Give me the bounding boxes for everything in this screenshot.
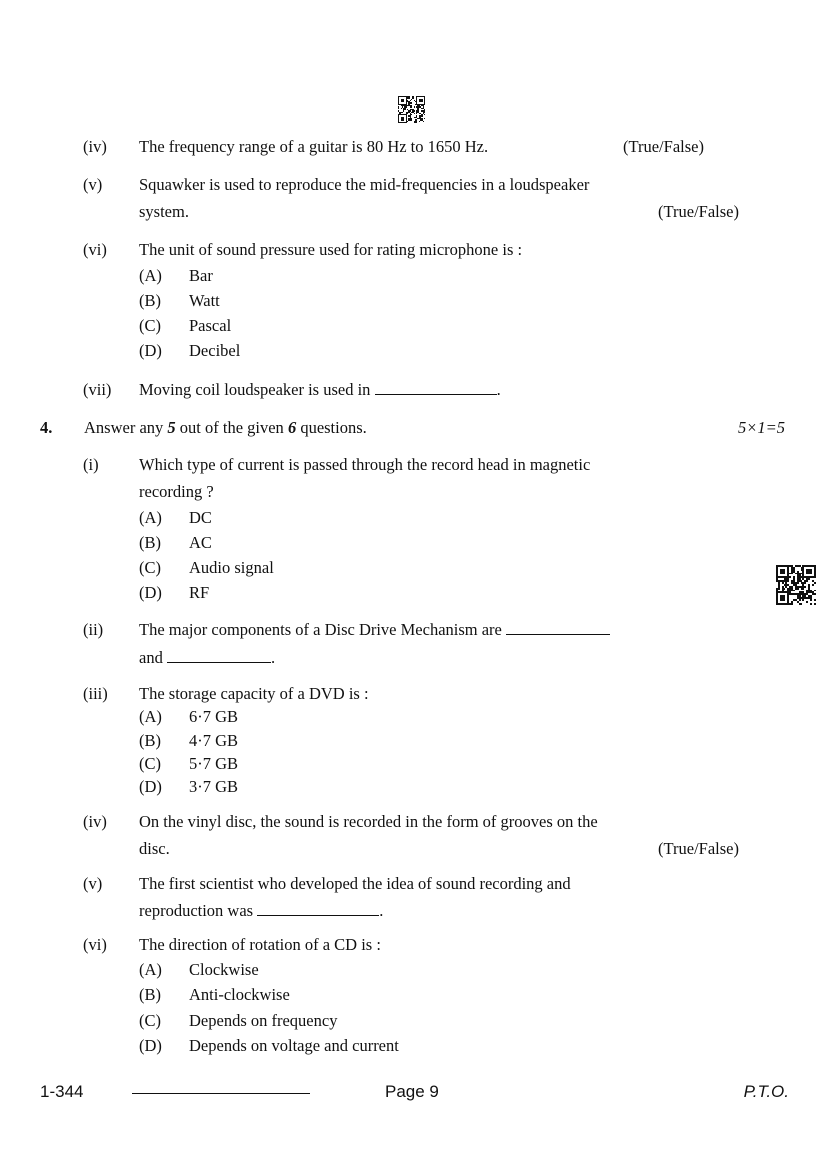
pto-note: P.T.O.	[743, 1082, 789, 1101]
marks-allocation: 5×1=5	[737, 418, 785, 437]
option-label: (A)	[139, 508, 162, 527]
item-text-cont: disc.	[139, 839, 170, 858]
option-text: Clockwise	[189, 960, 259, 979]
paper-code: 1-344	[40, 1082, 84, 1101]
option-text: Depends on voltage and current	[189, 1036, 399, 1055]
item-text: The unit of sound pressure used for rating microphone is :	[139, 240, 523, 259]
item-text: On the vinyl disc, the sound is recorded in the form of grooves on the	[139, 812, 598, 831]
instruction-count: 6	[287, 418, 297, 437]
option-label: (A)	[139, 707, 162, 726]
option-text: Pascal	[189, 316, 232, 335]
item-text: Moving coil loudspeaker is used in	[139, 380, 371, 399]
item-text-line	[139, 901, 383, 921]
item-text: Squawker is used to reproduce the mid-frequencies in a loudspeaker	[139, 175, 590, 194]
option-label: (D)	[139, 341, 162, 360]
option-text: Audio signal	[189, 558, 274, 577]
item-text-cont: system.	[139, 202, 189, 221]
option-text: 5·7 GB	[189, 754, 239, 773]
item-label: (v)	[83, 175, 103, 194]
option-label: (C)	[139, 558, 161, 577]
item-text: The major components of a Disc Drive Mechanism are	[139, 620, 502, 639]
item-text: The first scientist who developed the idea of sound recording and	[139, 874, 571, 893]
qr-code-icon	[776, 565, 816, 605]
item-text-line	[139, 380, 501, 400]
option-text: Depends on frequency	[189, 1011, 338, 1030]
option-text: DC	[189, 508, 212, 527]
option-text: AC	[189, 533, 212, 552]
question-number: 4.	[40, 418, 53, 437]
instruction-text: out of the given	[175, 418, 288, 437]
page-number: Page 9	[385, 1082, 439, 1101]
item-label: (vii)	[83, 380, 112, 399]
item-label: (iv)	[83, 812, 107, 831]
option-text: Watt	[189, 291, 220, 310]
fill-blank	[375, 380, 497, 395]
option-label: (D)	[139, 1036, 162, 1055]
option-label: (C)	[139, 1011, 161, 1030]
item-text-cont: recording ?	[139, 482, 214, 501]
question-instruction	[84, 418, 367, 438]
item-end: .	[270, 648, 276, 667]
true-false-tag: (True/False)	[658, 839, 739, 858]
option-text: Anti-clockwise	[189, 985, 290, 1004]
item-label: (ii)	[83, 620, 104, 639]
option-text: 3·7 GB	[189, 777, 239, 796]
option-text: RF	[189, 583, 210, 602]
instruction-count: 5	[167, 418, 176, 437]
item-end: .	[496, 380, 501, 399]
item-text-line	[139, 648, 275, 668]
fill-blank	[167, 648, 271, 663]
true-false-tag: (True/False)	[658, 202, 739, 221]
item-text-cont: and	[139, 648, 163, 667]
option-label: (A)	[139, 960, 162, 979]
option-text: 6·7 GB	[189, 707, 239, 726]
option-label: (B)	[139, 731, 161, 750]
fill-blank	[506, 620, 610, 635]
option-text: Bar	[189, 266, 213, 285]
option-label: (C)	[139, 316, 161, 335]
fill-blank	[257, 901, 379, 916]
item-text: Which type of current is passed through the record head in magnetic	[139, 455, 591, 474]
option-label: (D)	[139, 583, 162, 602]
item-label: (iv)	[83, 137, 107, 156]
option-text: Decibel	[189, 341, 241, 360]
option-label: (D)	[139, 777, 162, 796]
option-text: 4·7 GB	[189, 731, 239, 750]
instruction-text: Answer any	[84, 418, 168, 437]
instruction-text: questions.	[296, 418, 367, 437]
item-text: The frequency range of a guitar is 80 Hz to 1650 Hz.	[139, 137, 489, 156]
footer-divider	[132, 1093, 310, 1094]
item-text-line	[139, 620, 610, 640]
item-text: The direction of rotation of a CD is :	[139, 935, 381, 954]
item-label: (vi)	[83, 935, 107, 954]
item-label: (iii)	[83, 684, 108, 703]
true-false-tag: (True/False)	[623, 137, 704, 156]
item-label: (v)	[83, 874, 103, 893]
qr-code-icon	[398, 96, 425, 123]
item-text: The storage capacity of a DVD is :	[139, 684, 369, 703]
item-label: (vi)	[83, 240, 107, 259]
item-text-cont: reproduction was	[139, 901, 254, 920]
option-label: (B)	[139, 533, 161, 552]
option-label: (B)	[139, 985, 161, 1004]
option-label: (C)	[139, 754, 161, 773]
item-label: (i)	[83, 455, 99, 474]
option-label: (A)	[139, 266, 162, 285]
item-end: .	[379, 901, 384, 920]
option-label: (B)	[139, 291, 161, 310]
